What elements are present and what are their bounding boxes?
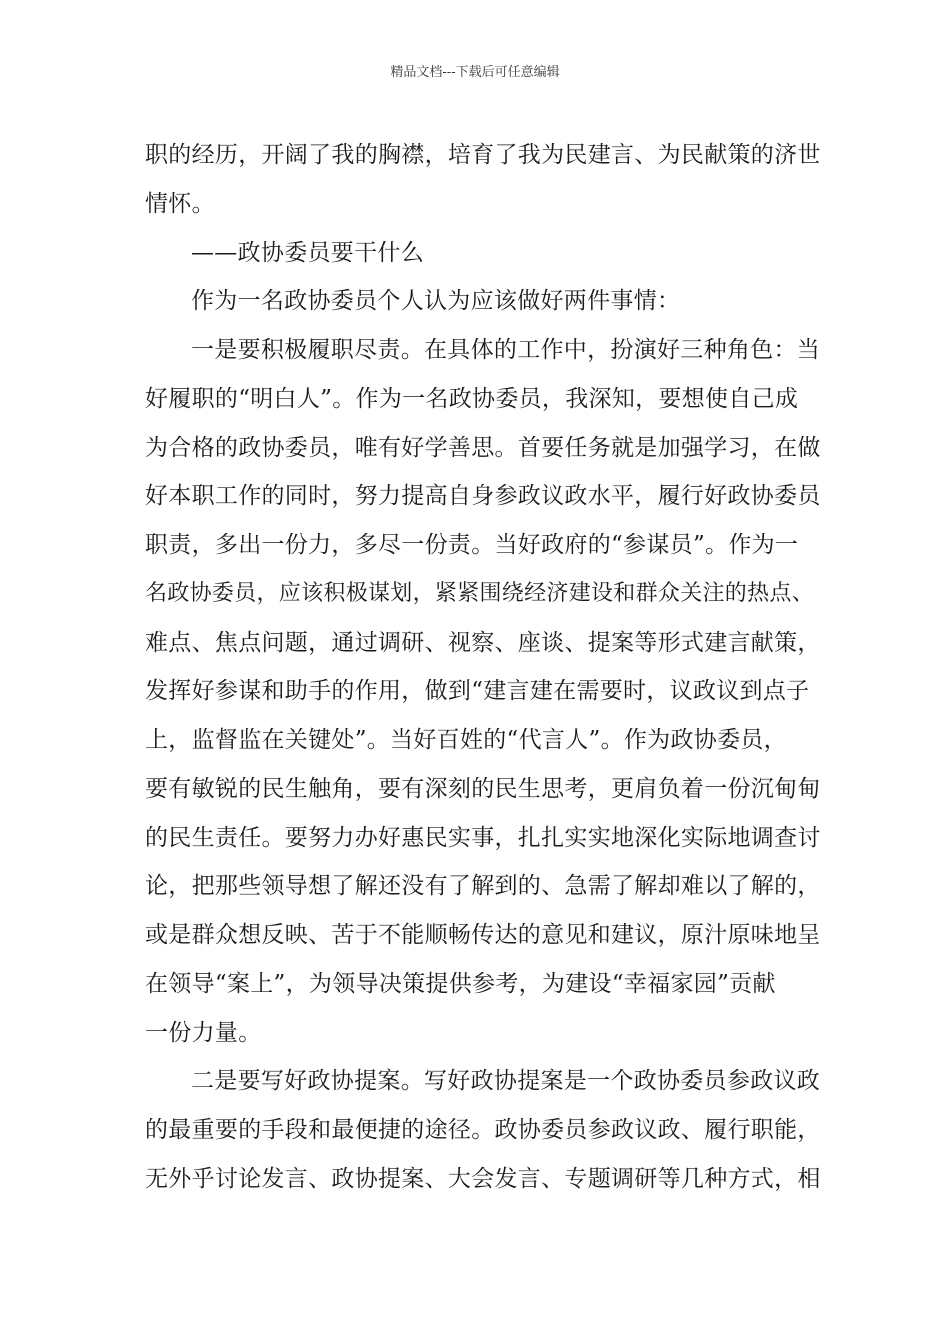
text-line: 好本职工作的同时，努力提高自身参政议政水平，履行好政协委员 [145,483,821,510]
text-line: 情怀。 [145,190,215,217]
body-text [145,131,825,1204]
text-line: 上，监督监在关键处”。当好百姓的“代言人”。作为政协委员， [145,727,787,753]
text-line: 要有敏锐的民生触角，要有深刻的民生思考，更肩负着一份沉甸甸 [145,775,821,802]
text-line: 论，把那些领导想了解还没有了解到的、急需了解却难以了解的， [145,873,821,900]
text-line: 二是要写好政协提案。写好政协提案是一个政协委员参政议政 [191,1068,821,1095]
text-line: 职的经历，开阔了我的胸襟，培育了我为民建言、为民献策的济世 [145,142,821,168]
text-line: 好履职的“明白人”。作为一名政协委员，我深知，要想使自己成 [145,385,799,412]
text-line: 的民生责任。要努力办好惠民实事，扎扎实实地深化实际地调查讨 [145,824,821,851]
text-line: 无外乎讨论发言、政协提案、大会发言、专题调研等几种方式，相 [145,1165,821,1192]
text-line: 名政协委员，应该积极谋划，紧紧围绕经济建设和群众关注的热点、 [145,580,815,606]
page-header: 精品文档---下载后可任意编辑 [390,65,560,80]
text-line: 职责，多出一份力，多尽一份责。当好政府的“参谋员”。作为一 [145,532,799,558]
text-line: 的最重要的手段和最便捷的途径。政协委员参政议政、履行职能， [145,1117,821,1143]
text-line: 作为一名政协委员个人认为应该做好两件事情： [191,288,681,315]
text-line: 或是群众想反映、苦于不能顺畅传达的意见和建议，原汁原味地呈 [145,922,821,948]
text-line: 难点、焦点问题，通过调研、视察、座谈、提案等形式建言献策， [145,629,821,656]
text-line: 为合格的政协委员，唯有好学善思。首要任务就是加强学习，在做 [145,434,821,461]
text-line: 一份力量。 [145,1019,262,1046]
text-line: 一是要积极履职尽责。在具体的工作中，扮演好三种角色：当 [191,337,821,363]
text-line: 发挥好参谋和助手的作用，做到“建言建在需要时，议政议到点子 [145,678,810,705]
text-line: ——政协委员要干什么 [191,239,424,266]
text-line: 在领导“案上”，为领导决策提供参考，为建设“幸福家园”贡献 [145,970,776,997]
